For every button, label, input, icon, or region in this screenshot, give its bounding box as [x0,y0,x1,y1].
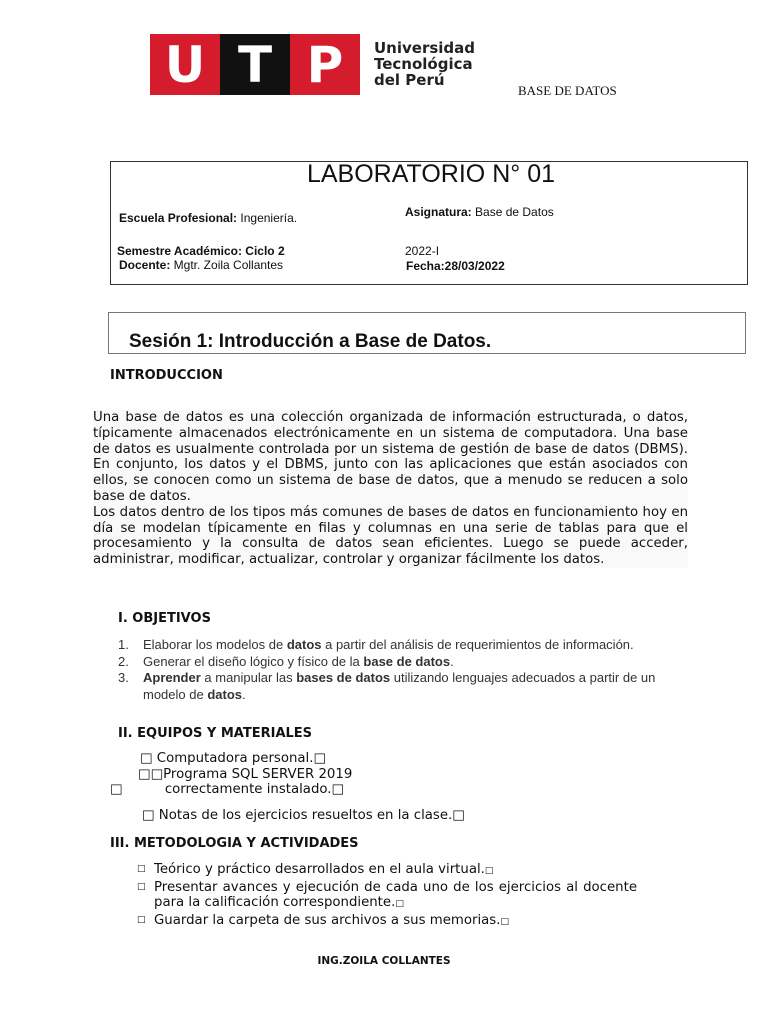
objective-text: utilizando lenguajes adecuados a partir de un modelo de [143,670,656,702]
intro-paragraph-1: Una base de datos es una colección organizada de información estructurada, o datos, típicamente almacenados electrónicamente en un sistema de computadora. Una base de datos es usualmente controlada por un sistema de gestión de base de datos (DBMS). En conjunto, los datos y el DBMS, junto con las aplicaciones que están asociados con ellos, se conocen como un sistema de base de datos, que a menudo se reducen a solo base de datos. [93,410,688,504]
intro-paragraph-2: Los datos dentro de los tipos más comunes de bases de datos en funcionamiento hoy en día se modelan típicamente en filas y columnas en una serie de tablas para que el procesamiento y la consulta de datos sean eficientes. Luego se puede acceder, administrar, modificar, actualizar, controlar y organizar fácilmente los datos. [93,504,688,568]
box-bullet-icon: □ [137,881,146,892]
objective-item [118,670,688,703]
methodology-text: Presentar avances y ejecución de cada uno de los ejercicios al docente para la calificación correspondiente. [154,879,637,911]
teacher-value: Mgtr. Zoila Collantes [170,258,284,272]
equipment-text: Programa SQL SERVER 2019 [163,767,353,782]
page-footer: ING.ZOILA COLLANTES [317,955,451,967]
equipment-text: Computadora personal. [152,751,314,766]
objective-item [118,654,688,671]
equipment-text: Notas de los ejercicios resueltos en la clase. [154,808,453,823]
session-title: Sesión 1: Introducción a Base de Datos. [129,331,492,352]
logo-university-name [374,40,475,88]
methodology-text: Teórico y práctico desarrollados en el aula virtual. [154,862,485,877]
box-bullet-icon: □ [331,782,345,797]
methodology-item [137,913,637,931]
methodology-item [137,880,637,913]
methodology-heading: III. METODOLOGIA Y ACTIVIDADES [110,836,359,851]
utp-logo [150,34,360,95]
objective-bold-text: datos [207,686,242,702]
intro-text [93,410,688,568]
methodology-text: Guardar la carpeta de sus archivos a sus memorias. [154,912,501,928]
box-bullet-icon: □ [395,899,404,910]
objective-bold-text: Aprender [143,670,201,685]
subject-value: Base de Datos [471,205,554,219]
objective-text: . [450,653,454,669]
box-bullet-icon: □ [140,751,153,766]
box-bullet-icon: □ [142,808,155,823]
methodology-list [137,862,637,930]
objective-bold-text: base de datos [363,653,451,669]
logo-letter-u: U [150,34,220,95]
equipment-text: correctamente instalado. [164,782,332,797]
equipment-item [140,751,326,766]
box-bullet-icon: □ [137,864,146,874]
teacher-field [119,258,283,272]
logo-letter-p: P [290,34,360,95]
box-bullet-icon: □ [500,916,509,927]
lab-title: LABORATORIO N° 01 [306,160,556,188]
period-value: 2022-I [405,244,440,258]
box-bullet-icon: □ [137,914,146,925]
logo-line-1: Universidad [374,39,476,57]
objective-text: Generar el diseño lógico y físico de la [143,653,364,669]
objective-text: a manipular las [200,670,297,685]
equipment-heading: II. EQUIPOS Y MATERIALES [118,726,313,741]
logo-line-3: del Perú [374,71,445,89]
objective-number: 1. [118,637,129,652]
school-field [119,211,297,225]
subject-field [405,205,554,219]
equipment-item [138,767,352,782]
objective-text: a partir del análisis de requerimientos de información. [321,637,634,652]
objectives-heading: I. OBJETIVOS [118,611,211,626]
objective-number: 3. [118,670,129,685]
equipment-item [142,808,465,823]
logo-line-2: Tecnológica [374,55,473,73]
objective-number: 2. [118,653,129,669]
box-bullet-icon: □□ [138,767,164,782]
date-field: Fecha:28/03/2022 [406,259,505,273]
logo-letter-t: T [220,34,290,95]
box-bullet-icon: □ [484,866,494,876]
equipment-item-continued [110,782,344,797]
subject-label: Asignatura: [405,205,472,219]
box-bullet-icon: □ [110,782,123,797]
course-header: BASE DE DATOS [518,83,617,98]
box-bullet-icon: □ [313,751,327,766]
teacher-label: Docente: [119,258,171,272]
objective-text: Elaborar los modelos de [143,637,287,652]
objective-bold-text: datos [286,637,322,652]
intro-heading: INTRODUCCION [110,368,223,383]
objective-text: . [242,686,246,702]
school-value: Ingeniería. [237,211,298,225]
objectives-list [118,637,688,703]
objective-item [118,637,688,654]
objective-bold-text: bases de datos [296,670,391,685]
semester-label: Semestre Académico: Ciclo 2 [117,244,285,258]
box-bullet-icon: □ [452,808,465,823]
school-label: Escuela Profesional: [119,211,238,225]
methodology-item [137,862,637,880]
